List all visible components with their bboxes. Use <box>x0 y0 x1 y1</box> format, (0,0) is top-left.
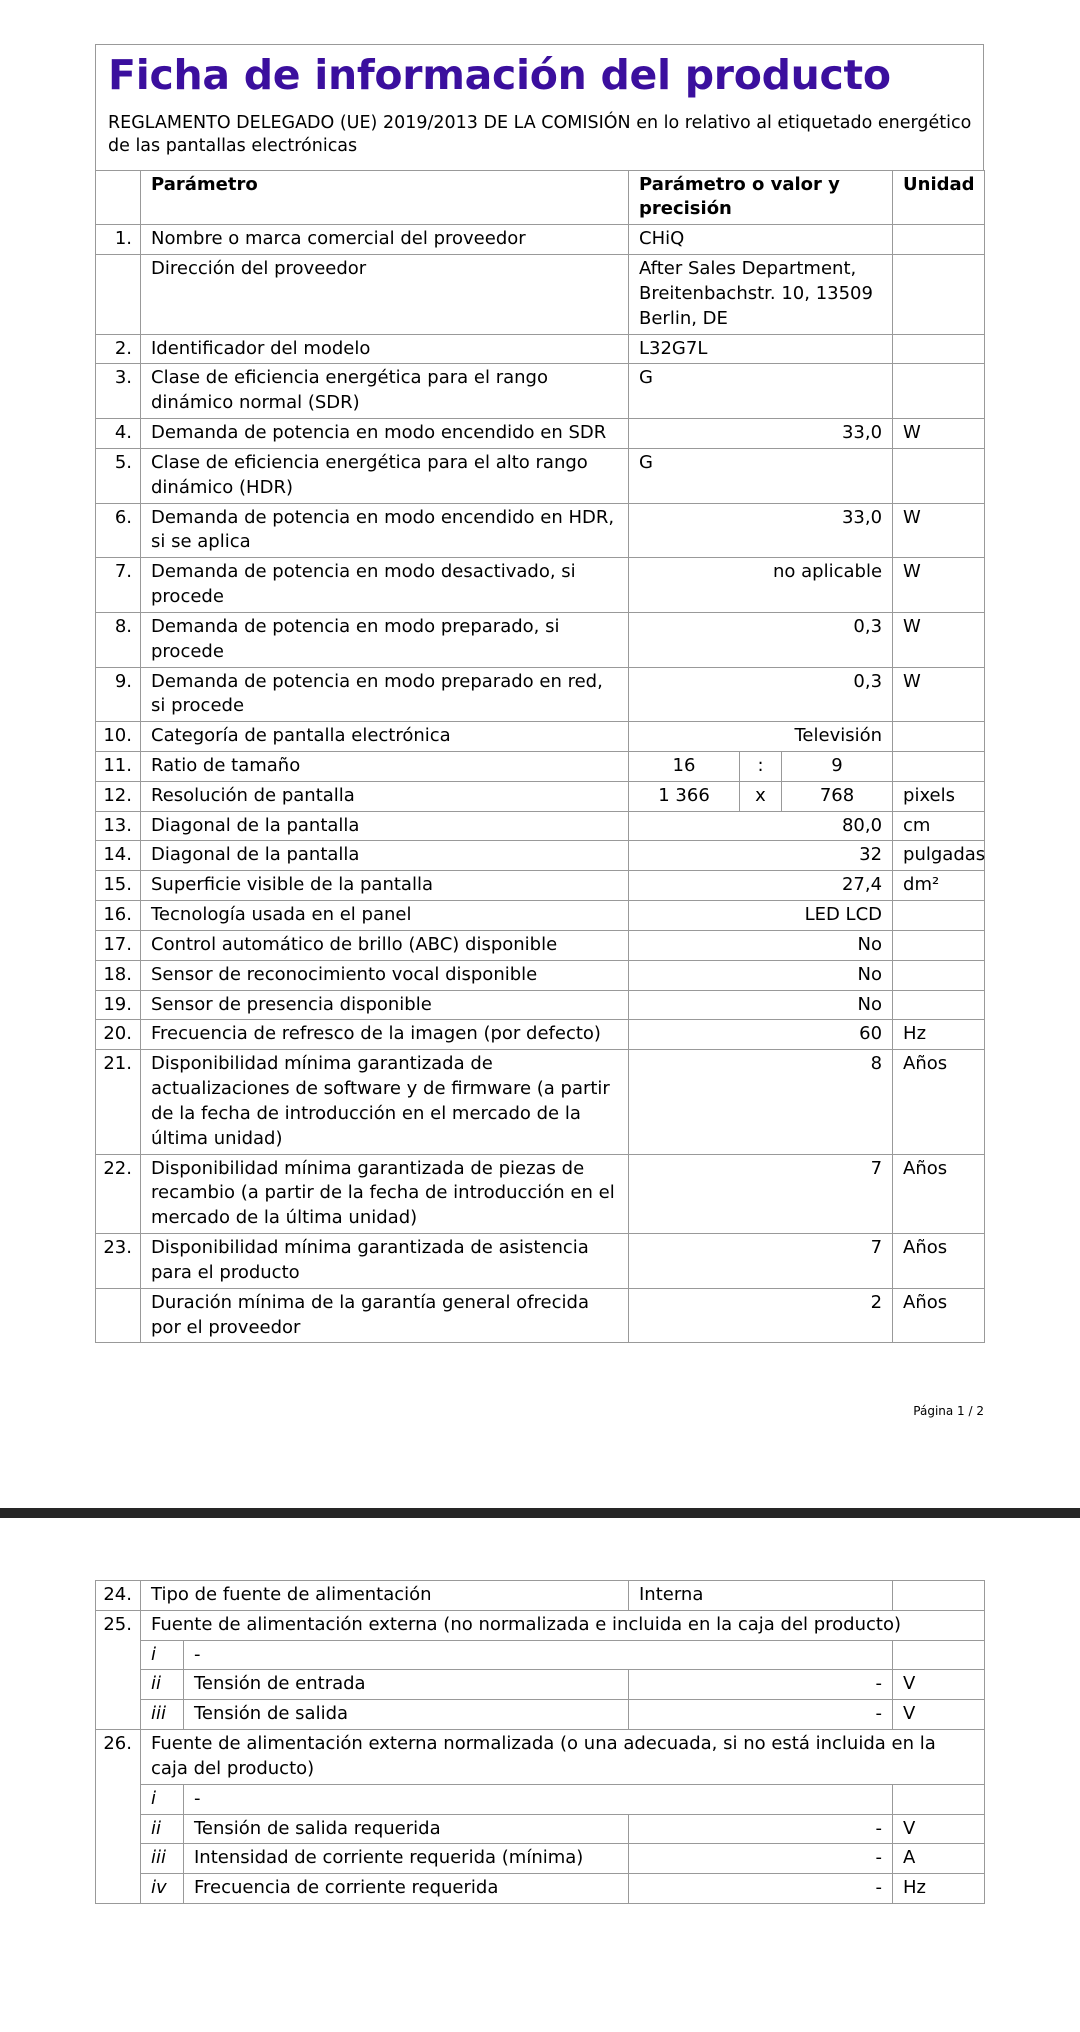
row-parameter: Demanda de potencia en modo preparado en red, si procede <box>141 667 629 722</box>
row-parameter: Diagonal de la pantalla <box>141 811 629 841</box>
row-unit <box>893 334 985 364</box>
row-value: 33,0 <box>629 419 893 449</box>
row-value: G <box>629 448 893 503</box>
row-unit: Hz <box>893 1020 985 1050</box>
row-parameter: Tecnología usada en el panel <box>141 901 629 931</box>
row-parameter: Disponibilidad mínima garantizada de asistencia para el producto <box>141 1234 629 1289</box>
table-row <box>96 1730 985 1785</box>
row-value: no aplicable <box>629 558 893 613</box>
row-number: 10. <box>96 722 141 752</box>
table-row <box>96 419 985 449</box>
row-unit: W <box>893 503 985 558</box>
table-row <box>96 871 985 901</box>
table-row <box>96 781 985 811</box>
row-value: 8 <box>629 1050 893 1154</box>
row-number <box>96 255 141 334</box>
page-number: Página 1 / 2 <box>913 1404 984 1418</box>
row-parameter: Ratio de tamaño <box>141 751 629 781</box>
page-title: Ficha de información del producto <box>108 51 891 99</box>
row-value: No <box>629 930 893 960</box>
row-unit <box>893 960 985 990</box>
row-parameter: Sensor de reconocimiento vocal disponible <box>141 960 629 990</box>
row-value-b: 9 <box>782 751 893 781</box>
row-value: No <box>629 960 893 990</box>
sub-text: Tensión de salida <box>184 1700 629 1730</box>
row-value: After Sales Department, Breitenbachstr. 10, 13509 Berlin, DE <box>629 255 893 334</box>
row-number: 11. <box>96 751 141 781</box>
row-number: 26. <box>96 1730 141 1904</box>
page-separator <box>0 1508 1080 1518</box>
row-unit: Años <box>893 1234 985 1289</box>
table-row <box>96 1288 985 1343</box>
row-number: 2. <box>96 334 141 364</box>
row-value: CHiQ <box>629 225 893 255</box>
row-parameter: Control automático de brillo (ABC) disponible <box>141 930 629 960</box>
row-unit: pulgadas <box>893 841 985 871</box>
sub-text: - <box>184 1640 893 1670</box>
row-value: LED LCD <box>629 901 893 931</box>
row-value: G <box>629 364 893 419</box>
row-unit <box>893 255 985 334</box>
row-number: 17. <box>96 930 141 960</box>
row-number: 22. <box>96 1154 141 1233</box>
table-row <box>96 960 985 990</box>
row-number: 9. <box>96 667 141 722</box>
row-unit: Años <box>893 1050 985 1154</box>
document-header <box>95 44 984 170</box>
row-number: 4. <box>96 419 141 449</box>
sub-text: Tensión de salida requerida <box>184 1814 629 1844</box>
table-row <box>96 811 985 841</box>
table-row <box>96 722 985 752</box>
header-parametro: Parámetro <box>141 170 629 225</box>
row-unit <box>893 901 985 931</box>
row-parameter: Disponibilidad mínima garantizada de actualizaciones de software y de firmware (a partir de la fecha de introducción en el mercado de la última unidad) <box>141 1050 629 1154</box>
row-parameter: Sensor de presencia disponible <box>141 990 629 1020</box>
row-unit: W <box>893 667 985 722</box>
row-parameter: Duración mínima de la garantía general ofrecida por el proveedor <box>141 1288 629 1343</box>
row-number: 3. <box>96 364 141 419</box>
table-row <box>96 1020 985 1050</box>
row-parameter: Identificador del modelo <box>141 334 629 364</box>
table-row <box>96 255 985 334</box>
row-unit <box>893 448 985 503</box>
sub-value: - <box>629 1814 893 1844</box>
row-number: 25. <box>96 1610 141 1729</box>
sub-roman: iii <box>141 1844 184 1874</box>
row-unit <box>893 722 985 752</box>
sub-text: Frecuencia de corriente requerida <box>184 1874 629 1904</box>
sub-roman: iii <box>141 1700 184 1730</box>
table-row <box>96 448 985 503</box>
row-value-a: 1 366 <box>629 781 740 811</box>
table-row <box>96 612 985 667</box>
sub-row <box>96 1670 985 1700</box>
row-number <box>96 1288 141 1343</box>
row-value: 33,0 <box>629 503 893 558</box>
table-row <box>96 558 985 613</box>
row-parameter: Fuente de alimentación externa normalizada (o una adecuada, si no está incluida en la caja del producto) <box>141 1730 985 1785</box>
sub-row <box>96 1700 985 1730</box>
row-parameter: Demanda de potencia en modo encendido en SDR <box>141 419 629 449</box>
row-unit <box>893 751 985 781</box>
row-value: 7 <box>629 1154 893 1233</box>
row-value-b: 768 <box>782 781 893 811</box>
row-unit <box>893 990 985 1020</box>
row-unit: W <box>893 558 985 613</box>
row-value: 2 <box>629 1288 893 1343</box>
row-parameter: Tipo de fuente de alimentación <box>141 1581 629 1611</box>
table-row <box>96 667 985 722</box>
table-row <box>96 990 985 1020</box>
table-row <box>96 503 985 558</box>
row-value-separator: x <box>740 781 782 811</box>
row-number: 12. <box>96 781 141 811</box>
sub-roman: i <box>141 1784 184 1814</box>
row-number: 13. <box>96 811 141 841</box>
sub-roman: iv <box>141 1874 184 1904</box>
table-row <box>96 1610 985 1640</box>
row-value: Televisión <box>629 722 893 752</box>
row-parameter: Categoría de pantalla electrónica <box>141 722 629 752</box>
sub-text: Intensidad de corriente requerida (mínima) <box>184 1844 629 1874</box>
sub-row <box>96 1784 985 1814</box>
row-number: 6. <box>96 503 141 558</box>
sub-unit: A <box>893 1844 985 1874</box>
row-parameter: Superficie visible de la pantalla <box>141 871 629 901</box>
row-number: 23. <box>96 1234 141 1289</box>
row-value: 0,3 <box>629 612 893 667</box>
row-number: 14. <box>96 841 141 871</box>
row-number: 8. <box>96 612 141 667</box>
row-unit <box>893 225 985 255</box>
table-row <box>96 364 985 419</box>
row-unit: cm <box>893 811 985 841</box>
row-unit: Años <box>893 1288 985 1343</box>
sub-unit <box>893 1784 985 1814</box>
table-row <box>96 225 985 255</box>
sub-roman: i <box>141 1640 184 1670</box>
row-value-a: 16 <box>629 751 740 781</box>
row-unit: Años <box>893 1154 985 1233</box>
row-value: 60 <box>629 1020 893 1050</box>
row-value: 27,4 <box>629 871 893 901</box>
table-row <box>96 1234 985 1289</box>
table-row <box>96 1050 985 1154</box>
row-parameter: Resolución de pantalla <box>141 781 629 811</box>
row-number: 5. <box>96 448 141 503</box>
row-number: 1. <box>96 225 141 255</box>
table-row <box>96 1581 985 1611</box>
row-value: 0,3 <box>629 667 893 722</box>
row-parameter: Demanda de potencia en modo desactivado, si procede <box>141 558 629 613</box>
sub-unit: V <box>893 1814 985 1844</box>
page-one <box>95 44 984 1343</box>
row-unit: dm² <box>893 871 985 901</box>
table-header-row <box>96 170 985 225</box>
row-value: 32 <box>629 841 893 871</box>
row-number: 21. <box>96 1050 141 1154</box>
table-row <box>96 751 985 781</box>
row-unit: pixels <box>893 781 985 811</box>
sub-roman: ii <box>141 1814 184 1844</box>
sub-value: - <box>629 1670 893 1700</box>
page-two <box>95 1580 984 1904</box>
product-info-table <box>95 170 985 1344</box>
regulation-subtitle: REGLAMENTO DELEGADO (UE) 2019/2013 DE LA COMISIÓN en lo relativo al etiquetado energético de las pantallas electrónicas <box>108 113 972 156</box>
sub-value: - <box>629 1700 893 1730</box>
table-row <box>96 930 985 960</box>
row-number: 16. <box>96 901 141 931</box>
row-value-separator: : <box>740 751 782 781</box>
header-valor: Parámetro o valor y precisión <box>629 170 893 225</box>
row-unit <box>893 364 985 419</box>
row-parameter: Demanda de potencia en modo preparado, si procede <box>141 612 629 667</box>
row-value: Interna <box>629 1581 893 1611</box>
row-parameter: Clase de eficiencia energética para el alto rango dinámico (HDR) <box>141 448 629 503</box>
table-row <box>96 841 985 871</box>
table-row <box>96 1154 985 1233</box>
sub-row <box>96 1640 985 1670</box>
row-unit <box>893 1581 985 1611</box>
sub-unit: Hz <box>893 1874 985 1904</box>
row-unit <box>893 930 985 960</box>
table-row <box>96 901 985 931</box>
row-number: 24. <box>96 1581 141 1611</box>
row-parameter: Clase de eficiencia energética para el rango dinámico normal (SDR) <box>141 364 629 419</box>
row-value: 7 <box>629 1234 893 1289</box>
sub-text: Tensión de entrada <box>184 1670 629 1700</box>
sub-unit: V <box>893 1700 985 1730</box>
header-unidad: Unidad <box>893 170 985 225</box>
row-parameter: Dirección del proveedor <box>141 255 629 334</box>
row-number: 20. <box>96 1020 141 1050</box>
table-row <box>96 334 985 364</box>
sub-text: - <box>184 1784 893 1814</box>
sub-value: - <box>629 1874 893 1904</box>
sub-unit <box>893 1640 985 1670</box>
row-value: L32G7L <box>629 334 893 364</box>
sub-row <box>96 1814 985 1844</box>
sub-roman: ii <box>141 1670 184 1700</box>
sub-unit: V <box>893 1670 985 1700</box>
row-value: No <box>629 990 893 1020</box>
header-num-cell <box>96 170 141 225</box>
sub-row <box>96 1844 985 1874</box>
row-number: 7. <box>96 558 141 613</box>
row-unit: W <box>893 612 985 667</box>
row-parameter: Fuente de alimentación externa (no normalizada e incluida en la caja del producto) <box>141 1610 985 1640</box>
row-parameter: Demanda de potencia en modo encendido en HDR, si se aplica <box>141 503 629 558</box>
row-number: 18. <box>96 960 141 990</box>
row-parameter: Nombre o marca comercial del proveedor <box>141 225 629 255</box>
row-parameter: Frecuencia de refresco de la imagen (por defecto) <box>141 1020 629 1050</box>
power-supply-table <box>95 1580 985 1904</box>
row-value: 80,0 <box>629 811 893 841</box>
row-parameter: Diagonal de la pantalla <box>141 841 629 871</box>
sub-value: - <box>629 1844 893 1874</box>
sub-row <box>96 1874 985 1904</box>
row-number: 19. <box>96 990 141 1020</box>
row-parameter: Disponibilidad mínima garantizada de piezas de recambio (a partir de la fecha de introducción en el mercado de la última unidad) <box>141 1154 629 1233</box>
row-number: 15. <box>96 871 141 901</box>
row-unit: W <box>893 419 985 449</box>
